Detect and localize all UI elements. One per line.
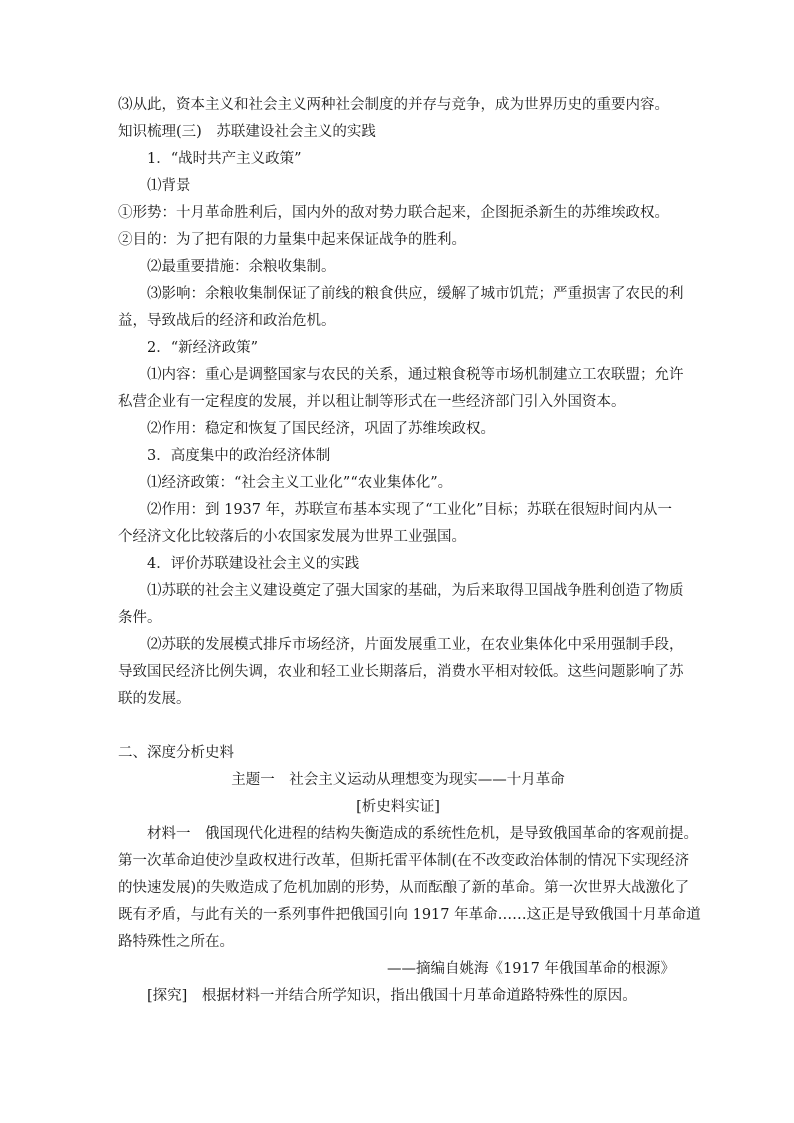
knowledge-heading: 知识梳理(三) 苏联建设社会主义的实践 [118,124,376,140]
material-line: 的快速发展)的失败造成了危机加剧的形势，从而酝酿了新的革命。第一次世界大战激化了 [118,880,690,896]
paragraph-line: ②目的：为了把有限的力量集中起来保证战争的胜利。 [118,232,466,248]
item-title: 4．评价苏联建设社会主义的实践 [147,556,360,572]
paragraph-line: ⑵苏联的发展模式排斥市场经济，片面发展重工业，在农业集体化中采用强制手段， [147,637,684,653]
document-page [118,92,701,1010]
item-title: 1．“战时共产主义政策” [147,151,302,167]
paragraph-line: 私营企业有一定程度的发展，并以租让制等形式在一些经济部门引入外国资本。 [118,394,626,410]
material-line: 既有矛盾，与此有关的一系列事件把俄国引向 1917 年革命……这正是导致俄国十月革命道 [118,907,701,923]
paragraph-line: ⑴经济政策：“社会主义工业化”“农业集体化”。 [147,475,453,491]
paragraph-line: ⑴内容：重心是调整国家与农民的关系，通过粮食税等市场机制建立工农联盟；允许 [147,367,684,383]
item-title: 2．“新经济政策” [147,340,259,356]
inquiry-question: [探究] 根据材料一并结合所学知识，指出俄国十月革命道路特殊性的原因。 [147,988,637,1004]
paragraph-line: 个经济文化比较落后的小农国家发展为世界工业强国。 [118,529,466,545]
material-source: ——摘编自姚海《1917 年俄国革命的根源》 [386,961,675,977]
sub-title: [析史料实证] [356,799,440,815]
material-line: 第一次革命迫使沙皇政权进行改革，但斯托雷平体制(在不改变政治体制的情况下实现经济 [118,853,690,869]
paragraph-line: 联的发展。 [118,691,191,707]
sub-item: ⑵最重要措施：余粮收集制。 [147,259,336,275]
paragraph-line: ⑶影响：余粮收集制保证了前线的粮食供应，缓解了城市饥荒；严重损害了农民的利 [147,286,684,302]
paragraph-line: ⑵作用：稳定和恢复了国民经济，巩固了苏维埃政权。 [147,421,495,437]
paragraph-line: 益，导致战后的经济和政治危机。 [118,313,336,329]
paragraph-line: ⑴苏联的社会主义建设奠定了强大国家的基础，为后来取得卫国战争胜利创造了物质 [147,583,684,599]
spacer [118,713,678,740]
sub-item: ⑴背景 [147,178,191,194]
paragraph-line: ⑶从此，资本主义和社会主义两种社会制度的并存与竞争，成为世界历史的重要内容。 [118,97,669,113]
paragraph-line: 条件。 [118,610,162,626]
item-title: 3．高度集中的政治经济体制 [147,448,331,464]
theme-title: 主题一 社会主义运动从理想变为现实——十月革命 [231,772,565,788]
material-line: 路特殊性之所在。 [118,934,234,950]
material-line: 材料一 俄国现代化进程的结构失衡造成的系统性危机，是导致俄国革命的客观前提。 [147,826,698,842]
paragraph-line: ①形势：十月革命胜利后，国内外的敌对势力联合起来，企图扼杀新生的苏维埃政权。 [118,205,669,221]
section-heading: 二、深度分析史料 [118,745,234,761]
paragraph-line: 导致国民经济比例失调，农业和轻工业长期落后，消费水平相对较低。这些问题影响了苏 [118,664,684,680]
paragraph-line: ⑵作用：到 1937 年，苏联宣布基本实现了“工业化”目标；苏联在很短时间内从一 [147,502,672,518]
